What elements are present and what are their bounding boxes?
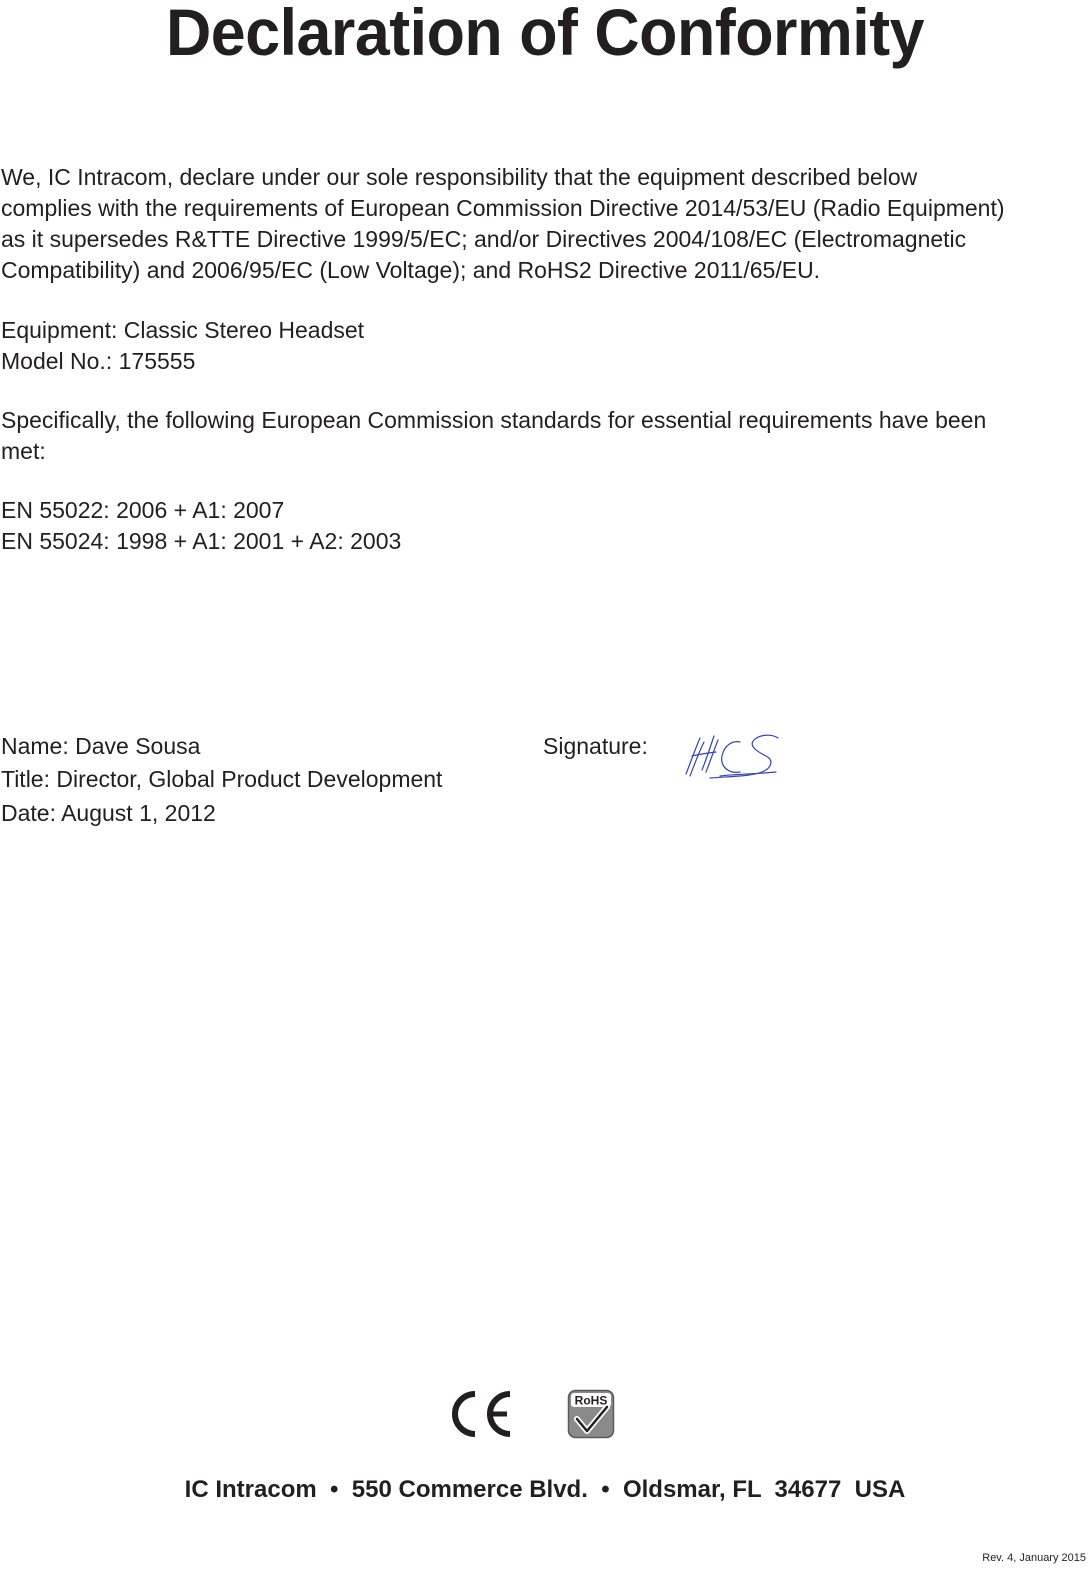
standard-item: EN 55022: 2006 + A1: 2007 — [1, 497, 285, 523]
ce-mark-icon — [444, 1388, 516, 1440]
declaration-line: complies with the requirements of European Commission Directive 2014/53/EU (Radio Equipment) — [1, 195, 1005, 221]
company-address: IC Intracom • 550 Commerce Blvd. • Oldsmar, FL 34677 USA — [184, 1476, 906, 1503]
signatory-title: Title: Director, Global Product Development — [1, 766, 443, 792]
page-title: Declaration of Conformity — [165, 0, 925, 69]
rohs-compliant-icon — [567, 1389, 615, 1439]
equipment-block — [1, 315, 364, 377]
handwritten-signature — [680, 726, 786, 784]
equipment-line: Equipment: Classic Stereo Headset — [1, 317, 365, 343]
signatory-name: Name: Dave Sousa — [1, 733, 201, 759]
revision-note: Rev. 4, January 2015 — [982, 1552, 1086, 1564]
declaration-line: We, IC Intracom, declare under our sole responsibility that the equipment described below — [1, 164, 918, 190]
rohs-label: RoHS — [574, 1393, 608, 1408]
declaration-line: as it supersedes R&TTE Directive 1999/5/EC; and/or Directives 2004/108/EC (Electromagnetic — [1, 226, 967, 252]
standards-list — [1, 495, 401, 557]
declaration-paragraph — [1, 162, 1005, 286]
standards-intro-paragraph — [1, 405, 986, 467]
standard-item: EN 55024: 1998 + A1: 2001 + A2: 2003 — [1, 528, 402, 554]
signature-label: Signature: — [543, 733, 648, 759]
standards-intro-line: Specifically, the following European Commission standards for essential requirements have been — [1, 407, 987, 433]
model-number-line: Model No.: 175555 — [1, 348, 196, 374]
declaration-line: Compatibility) and 2006/95/EC (Low Voltage); and RoHS2 Directive 2011/65/EU. — [1, 257, 821, 283]
standards-intro-line: met: — [1, 438, 46, 464]
signature-date: Date: August 1, 2012 — [1, 800, 216, 826]
